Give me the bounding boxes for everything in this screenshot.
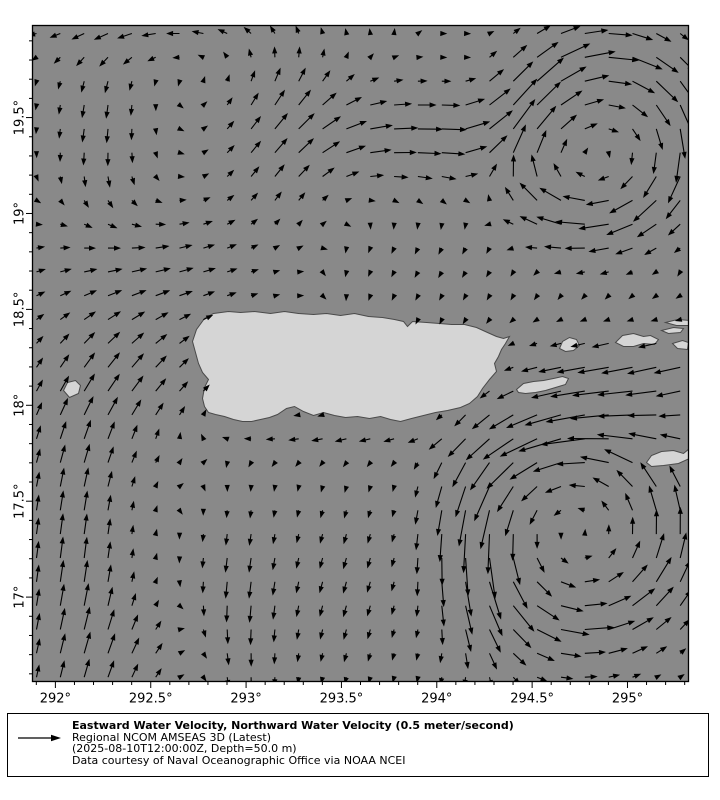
land-puerto-rico (193, 312, 510, 422)
y-tick-label: 19° (12, 201, 28, 226)
x-tick-label: 292° (39, 691, 72, 707)
legend-dataset: Regional NCOM AMSEAS 3D (Latest) (72, 730, 271, 744)
legend-data-courtesy: Data courtesy of Naval Oceanographic Office via NOAA NCEI (72, 753, 406, 767)
legend-text (72, 720, 514, 766)
y-tick-label: 18.5° (12, 291, 28, 328)
legend-title: Eastward Water Velocity, Northward Water Velocity (0.5 meter/second) (72, 719, 514, 732)
x-tick-label: 295° (611, 691, 644, 707)
y-tick-label: 17° (12, 585, 28, 609)
reference-arrow-icon (16, 729, 62, 748)
x-tick-label: 294.5° (510, 691, 554, 707)
x-tick-label: 293° (230, 691, 262, 707)
legend-time-depth: (2025-08-10T12:00:00Z, Depth=50.0 m) (72, 742, 297, 755)
y-tick-label: 17.5° (12, 483, 28, 519)
x-tick-label: 293.5° (319, 691, 364, 707)
y-tick-label: 18° (12, 393, 28, 417)
x-tick-label: 292.5° (128, 691, 173, 707)
y-tick-label: 19.5° (12, 99, 28, 136)
legend-box (7, 713, 709, 777)
x-tick-label: 294° (421, 691, 453, 707)
map-area (13, 25, 697, 706)
